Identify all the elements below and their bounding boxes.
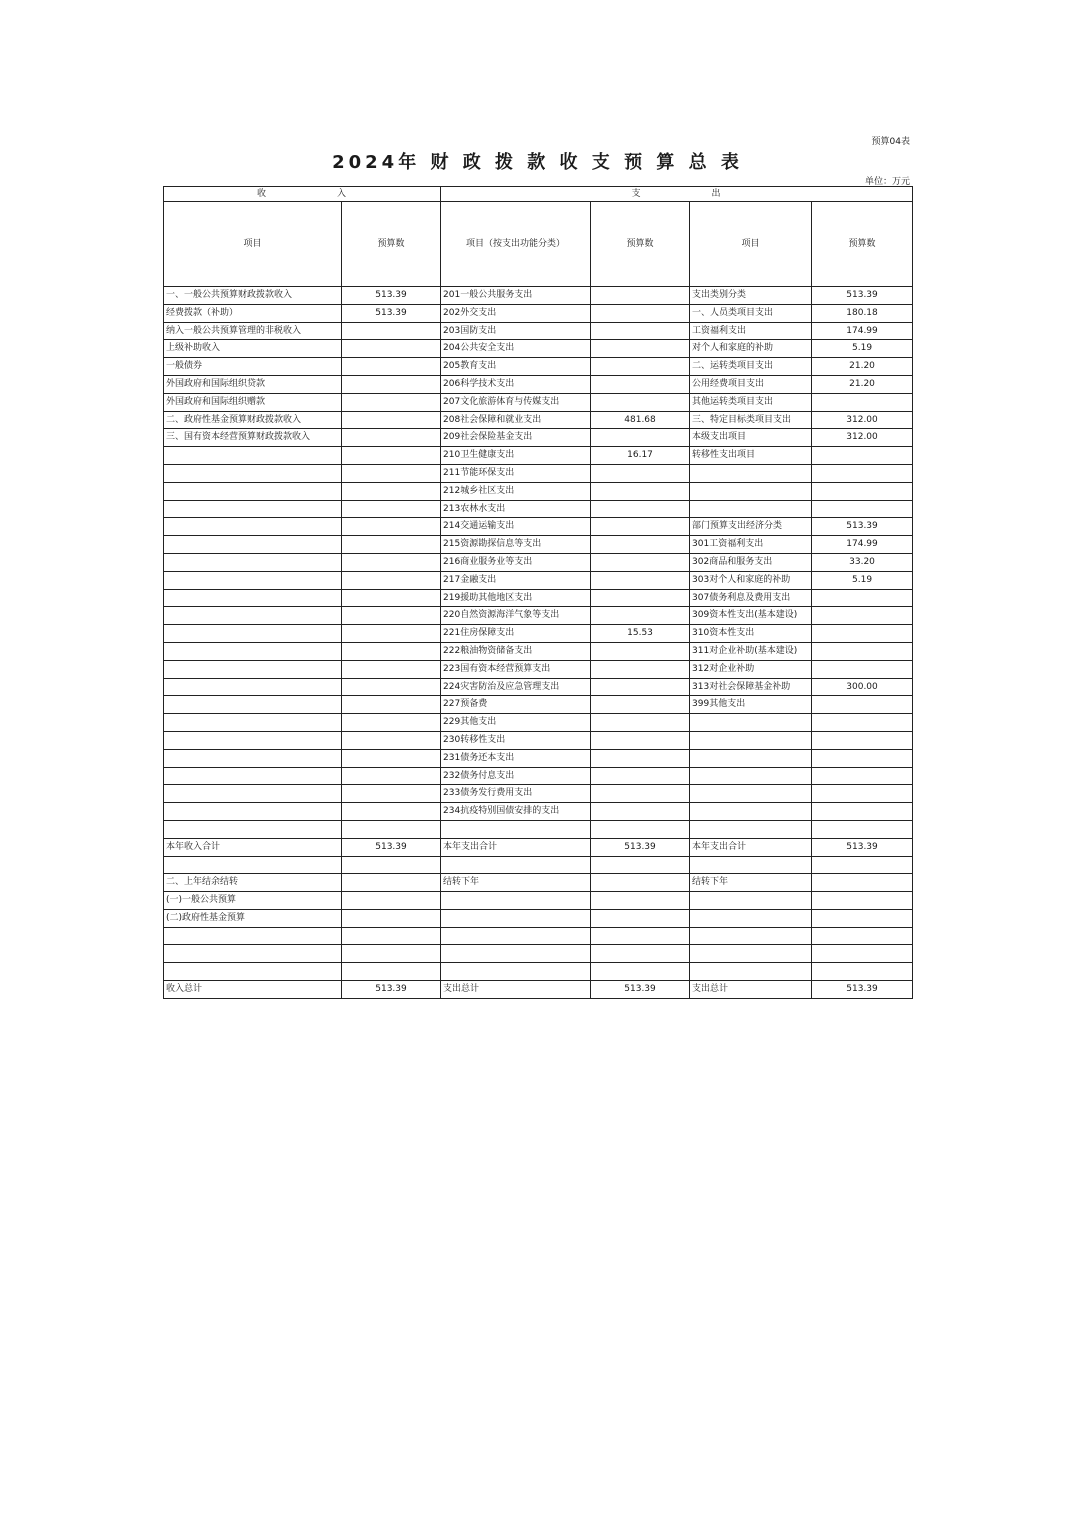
function-item-cell: 213农林水支出 bbox=[441, 500, 591, 518]
table-row bbox=[164, 464, 913, 482]
category-amount-cell: 21.20 bbox=[812, 358, 913, 376]
category-amount-cell bbox=[812, 393, 913, 411]
category-amount-cell bbox=[812, 607, 913, 625]
function-item-cell bbox=[441, 927, 591, 945]
table-row bbox=[164, 731, 913, 749]
table-row bbox=[164, 678, 913, 696]
income-item-cell bbox=[164, 660, 342, 678]
category-item-cell bbox=[690, 785, 812, 803]
income-amount-cell bbox=[342, 518, 441, 536]
table-row bbox=[164, 714, 913, 732]
table-row bbox=[164, 696, 913, 714]
column-header: 预算数 bbox=[812, 202, 913, 287]
function-amount-cell bbox=[591, 375, 690, 393]
category-item-cell: 309资本性支出(基本建设) bbox=[690, 607, 812, 625]
table-row bbox=[164, 892, 913, 910]
category-amount-cell bbox=[812, 714, 913, 732]
function-amount-cell bbox=[591, 464, 690, 482]
income-item-cell bbox=[164, 731, 342, 749]
function-amount-cell bbox=[591, 678, 690, 696]
function-item-cell: 209社会保险基金支出 bbox=[441, 429, 591, 447]
page-title: 2024年 财 政 拨 款 收 支 预 算 总 表 bbox=[332, 152, 743, 173]
category-amount-cell bbox=[812, 874, 913, 892]
function-amount-cell bbox=[591, 589, 690, 607]
table-row bbox=[164, 660, 913, 678]
function-item-cell: 214交通运输支出 bbox=[441, 518, 591, 536]
function-amount-cell bbox=[591, 536, 690, 554]
table-row bbox=[164, 749, 913, 767]
function-item-cell: 结转下年 bbox=[441, 874, 591, 892]
category-item-cell: 结转下年 bbox=[690, 874, 812, 892]
function-item-cell: 224灾害防治及应急管理支出 bbox=[441, 678, 591, 696]
table-row bbox=[164, 874, 913, 892]
function-item-cell: 204公共安全支出 bbox=[441, 340, 591, 358]
function-item-cell: 205教育支出 bbox=[441, 358, 591, 376]
table-row bbox=[164, 304, 913, 322]
category-amount-cell bbox=[812, 820, 913, 838]
category-amount-cell bbox=[812, 927, 913, 945]
function-amount-cell bbox=[591, 358, 690, 376]
income-item-cell bbox=[164, 945, 342, 963]
function-amount-cell bbox=[591, 304, 690, 322]
category-amount-cell: 312.00 bbox=[812, 411, 913, 429]
income-amount-cell bbox=[342, 607, 441, 625]
function-item-cell bbox=[441, 909, 591, 927]
income-item-cell bbox=[164, 803, 342, 821]
category-item-cell bbox=[690, 464, 812, 482]
category-amount-cell bbox=[812, 945, 913, 963]
table-row bbox=[164, 518, 913, 536]
income-amount-cell bbox=[342, 660, 441, 678]
category-item-cell: 三、特定目标类项目支出 bbox=[690, 411, 812, 429]
function-amount-cell bbox=[591, 714, 690, 732]
function-amount-cell bbox=[591, 660, 690, 678]
function-amount-cell bbox=[591, 482, 690, 500]
income-amount-cell: 513.39 bbox=[342, 304, 441, 322]
function-amount-cell bbox=[591, 856, 690, 874]
category-item-cell: 399其他支出 bbox=[690, 696, 812, 714]
function-item-cell: 208社会保障和就业支出 bbox=[441, 411, 591, 429]
function-amount-cell bbox=[591, 571, 690, 589]
function-item-cell: 232债务付息支出 bbox=[441, 767, 591, 785]
function-item-cell: 202外交支出 bbox=[441, 304, 591, 322]
income-amount-cell bbox=[342, 393, 441, 411]
category-item-cell: 301工资福利支出 bbox=[690, 536, 812, 554]
function-item-cell bbox=[441, 856, 591, 874]
category-amount-cell bbox=[812, 696, 913, 714]
income-amount-cell bbox=[342, 909, 441, 927]
table-row bbox=[164, 856, 913, 874]
function-amount-cell bbox=[591, 945, 690, 963]
table-row bbox=[164, 429, 913, 447]
category-item-cell bbox=[690, 803, 812, 821]
table-row bbox=[164, 981, 913, 999]
income-item-cell bbox=[164, 714, 342, 732]
income-item-cell bbox=[164, 820, 342, 838]
income-item-cell: 外国政府和国际组织赠款 bbox=[164, 393, 342, 411]
income-amount-cell bbox=[342, 945, 441, 963]
income-item-cell bbox=[164, 464, 342, 482]
function-item-cell: 支出总计 bbox=[441, 981, 591, 999]
function-item-cell: 219援助其他地区支出 bbox=[441, 589, 591, 607]
category-item-cell: 支出总计 bbox=[690, 981, 812, 999]
income-amount-cell bbox=[342, 447, 441, 465]
column-header: 预算数 bbox=[591, 202, 690, 287]
income-item-cell: (二)政府性基金预算 bbox=[164, 909, 342, 927]
category-amount-cell: 21.20 bbox=[812, 375, 913, 393]
category-amount-cell bbox=[812, 963, 913, 981]
income-amount-cell bbox=[342, 820, 441, 838]
function-amount-cell: 15.53 bbox=[591, 625, 690, 643]
category-amount-cell: 174.99 bbox=[812, 536, 913, 554]
income-amount-cell bbox=[342, 874, 441, 892]
column-header: 项目 bbox=[164, 202, 342, 287]
category-item-cell bbox=[690, 731, 812, 749]
function-amount-cell bbox=[591, 785, 690, 803]
income-amount-cell: 513.39 bbox=[342, 981, 441, 999]
function-amount-cell bbox=[591, 963, 690, 981]
category-item-cell bbox=[690, 714, 812, 732]
function-item-cell bbox=[441, 820, 591, 838]
income-item-cell bbox=[164, 927, 342, 945]
income-amount-cell bbox=[342, 625, 441, 643]
income-item-cell: 一般债券 bbox=[164, 358, 342, 376]
table-row bbox=[164, 642, 913, 660]
income-amount-cell bbox=[342, 696, 441, 714]
income-amount-cell bbox=[342, 678, 441, 696]
income-item-cell bbox=[164, 963, 342, 981]
category-amount-cell: 5.19 bbox=[812, 571, 913, 589]
income-item-cell: 二、上年结余结转 bbox=[164, 874, 342, 892]
function-amount-cell bbox=[591, 820, 690, 838]
category-amount-cell bbox=[812, 785, 913, 803]
income-item-cell bbox=[164, 500, 342, 518]
function-amount-cell bbox=[591, 429, 690, 447]
income-amount-cell bbox=[342, 500, 441, 518]
income-item-cell bbox=[164, 785, 342, 803]
table-row bbox=[164, 411, 913, 429]
income-amount-cell bbox=[342, 803, 441, 821]
function-item-cell bbox=[441, 963, 591, 981]
function-amount-cell bbox=[591, 393, 690, 411]
income-amount-cell bbox=[342, 482, 441, 500]
income-item-cell bbox=[164, 589, 342, 607]
budget-table bbox=[163, 186, 913, 999]
category-item-cell: 部门预算支出经济分类 bbox=[690, 518, 812, 536]
income-item-cell bbox=[164, 536, 342, 554]
table-row bbox=[164, 340, 913, 358]
table-row bbox=[164, 838, 913, 856]
category-amount-cell bbox=[812, 625, 913, 643]
function-amount-cell bbox=[591, 892, 690, 910]
table-body bbox=[164, 287, 913, 999]
income-amount-cell bbox=[342, 714, 441, 732]
income-amount-cell bbox=[342, 642, 441, 660]
income-item-cell: (一)一般公共预算 bbox=[164, 892, 342, 910]
category-amount-cell: 513.39 bbox=[812, 838, 913, 856]
income-amount-cell bbox=[342, 749, 441, 767]
table-row bbox=[164, 553, 913, 571]
category-item-cell bbox=[690, 945, 812, 963]
function-item-cell: 229其他支出 bbox=[441, 714, 591, 732]
column-header-row bbox=[164, 202, 913, 287]
income-amount-cell bbox=[342, 411, 441, 429]
function-amount-cell bbox=[591, 553, 690, 571]
category-item-cell: 311对企业补助(基本建设) bbox=[690, 642, 812, 660]
function-amount-cell bbox=[591, 642, 690, 660]
income-item-cell bbox=[164, 749, 342, 767]
income-amount-cell bbox=[342, 322, 441, 340]
category-item-cell bbox=[690, 909, 812, 927]
function-item-cell: 231债务还本支出 bbox=[441, 749, 591, 767]
table-row bbox=[164, 589, 913, 607]
function-amount-cell bbox=[591, 287, 690, 305]
function-item-cell: 222粮油物资储备支出 bbox=[441, 642, 591, 660]
category-item-cell bbox=[690, 892, 812, 910]
table-row bbox=[164, 945, 913, 963]
function-amount-cell bbox=[591, 340, 690, 358]
column-header: 项目 bbox=[690, 202, 812, 287]
income-amount-cell bbox=[342, 589, 441, 607]
category-amount-cell bbox=[812, 909, 913, 927]
function-amount-cell: 513.39 bbox=[591, 981, 690, 999]
column-header: 预算数 bbox=[342, 202, 441, 287]
function-amount-cell bbox=[591, 607, 690, 625]
category-amount-cell bbox=[812, 856, 913, 874]
income-item-cell: 纳入一般公共预算管理的非税收入 bbox=[164, 322, 342, 340]
category-item-cell bbox=[690, 820, 812, 838]
function-amount-cell bbox=[591, 696, 690, 714]
table-row bbox=[164, 909, 913, 927]
income-item-cell bbox=[164, 767, 342, 785]
table-row bbox=[164, 358, 913, 376]
income-amount-cell bbox=[342, 892, 441, 910]
function-amount-cell bbox=[591, 518, 690, 536]
income-item-cell: 上级补助收入 bbox=[164, 340, 342, 358]
category-amount-cell: 5.19 bbox=[812, 340, 913, 358]
category-item-cell: 对个人和家庭的补助 bbox=[690, 340, 812, 358]
income-amount-cell bbox=[342, 553, 441, 571]
category-amount-cell bbox=[812, 447, 913, 465]
function-amount-cell bbox=[591, 731, 690, 749]
category-amount-cell bbox=[812, 589, 913, 607]
category-item-cell bbox=[690, 927, 812, 945]
function-item-cell: 223国有资本经营预算支出 bbox=[441, 660, 591, 678]
category-item-cell bbox=[690, 482, 812, 500]
income-amount-cell: 513.39 bbox=[342, 838, 441, 856]
category-item-cell: 本级支出项目 bbox=[690, 429, 812, 447]
income-amount-cell bbox=[342, 767, 441, 785]
function-item-cell: 201一般公共服务支出 bbox=[441, 287, 591, 305]
income-amount-cell bbox=[342, 340, 441, 358]
category-amount-cell bbox=[812, 642, 913, 660]
function-item-cell bbox=[441, 945, 591, 963]
function-amount-cell bbox=[591, 749, 690, 767]
category-amount-cell bbox=[812, 464, 913, 482]
income-section-header: 收 入 bbox=[164, 187, 441, 202]
function-item-cell: 216商业服务业等支出 bbox=[441, 553, 591, 571]
income-item-cell: 收入总计 bbox=[164, 981, 342, 999]
table-row bbox=[164, 963, 913, 981]
income-item-cell: 经费拨款（补助） bbox=[164, 304, 342, 322]
category-amount-cell bbox=[812, 803, 913, 821]
income-item-cell bbox=[164, 447, 342, 465]
form-code: 预算04表 bbox=[871, 137, 910, 147]
category-item-cell: 支出类别分类 bbox=[690, 287, 812, 305]
function-item-cell: 220自然资源海洋气象等支出 bbox=[441, 607, 591, 625]
category-amount-cell: 174.99 bbox=[812, 322, 913, 340]
section-header-row bbox=[164, 187, 913, 202]
table-row bbox=[164, 322, 913, 340]
table-row bbox=[164, 482, 913, 500]
function-amount-cell: 481.68 bbox=[591, 411, 690, 429]
income-amount-cell bbox=[342, 536, 441, 554]
category-item-cell: 302商品和服务支出 bbox=[690, 553, 812, 571]
income-item-cell bbox=[164, 696, 342, 714]
income-item-cell bbox=[164, 518, 342, 536]
function-amount-cell bbox=[591, 874, 690, 892]
income-item-cell bbox=[164, 571, 342, 589]
table-row bbox=[164, 607, 913, 625]
function-item-cell: 230转移性支出 bbox=[441, 731, 591, 749]
income-amount-cell bbox=[342, 963, 441, 981]
category-item-cell: 312对企业补助 bbox=[690, 660, 812, 678]
category-item-cell: 二、运转类项目支出 bbox=[690, 358, 812, 376]
income-amount-cell bbox=[342, 429, 441, 447]
function-amount-cell: 513.39 bbox=[591, 838, 690, 856]
income-amount-cell bbox=[342, 927, 441, 945]
function-amount-cell bbox=[591, 767, 690, 785]
category-amount-cell: 33.20 bbox=[812, 553, 913, 571]
category-item-cell bbox=[690, 963, 812, 981]
category-amount-cell: 300.00 bbox=[812, 678, 913, 696]
function-item-cell: 212城乡社区支出 bbox=[441, 482, 591, 500]
table-row bbox=[164, 803, 913, 821]
category-amount-cell: 513.39 bbox=[812, 981, 913, 999]
function-amount-cell bbox=[591, 909, 690, 927]
table-row bbox=[164, 767, 913, 785]
expense-section-header: 支 出 bbox=[441, 187, 913, 202]
function-item-cell: 210卫生健康支出 bbox=[441, 447, 591, 465]
function-item-cell: 206科学技术支出 bbox=[441, 375, 591, 393]
category-item-cell: 工资福利支出 bbox=[690, 322, 812, 340]
category-amount-cell: 513.39 bbox=[812, 287, 913, 305]
function-item-cell: 207文化旅游体育与传媒支出 bbox=[441, 393, 591, 411]
category-item-cell: 本年支出合计 bbox=[690, 838, 812, 856]
category-item-cell: 313对社会保障基金补助 bbox=[690, 678, 812, 696]
function-item-cell: 本年支出合计 bbox=[441, 838, 591, 856]
function-item-cell bbox=[441, 892, 591, 910]
income-item-cell bbox=[164, 553, 342, 571]
category-item-cell bbox=[690, 767, 812, 785]
category-item-cell: 一、人员类项目支出 bbox=[690, 304, 812, 322]
function-item-cell: 215资源勘探信息等支出 bbox=[441, 536, 591, 554]
income-amount-cell bbox=[342, 375, 441, 393]
income-amount-cell bbox=[342, 464, 441, 482]
income-item-cell: 三、国有资本经营预算财政拨款收入 bbox=[164, 429, 342, 447]
income-item-cell bbox=[164, 482, 342, 500]
unit-label: 单位：万元 bbox=[864, 177, 910, 187]
category-item-cell: 307债务利息及费用支出 bbox=[690, 589, 812, 607]
category-item-cell bbox=[690, 749, 812, 767]
table-row bbox=[164, 287, 913, 305]
function-amount-cell bbox=[591, 927, 690, 945]
income-item-cell bbox=[164, 856, 342, 874]
income-item-cell bbox=[164, 607, 342, 625]
table-row bbox=[164, 785, 913, 803]
category-amount-cell bbox=[812, 892, 913, 910]
function-amount-cell bbox=[591, 322, 690, 340]
category-amount-cell: 513.39 bbox=[812, 518, 913, 536]
income-item-cell: 二、政府性基金预算财政拨款收入 bbox=[164, 411, 342, 429]
income-item-cell bbox=[164, 625, 342, 643]
income-amount-cell bbox=[342, 358, 441, 376]
column-header: 项目（按支出功能分类） bbox=[441, 202, 591, 287]
category-amount-cell bbox=[812, 482, 913, 500]
category-amount-cell bbox=[812, 500, 913, 518]
function-amount-cell bbox=[591, 803, 690, 821]
function-item-cell: 221住房保障支出 bbox=[441, 625, 591, 643]
table-row bbox=[164, 536, 913, 554]
table-row bbox=[164, 500, 913, 518]
income-amount-cell bbox=[342, 571, 441, 589]
category-item-cell: 其他运转类项目支出 bbox=[690, 393, 812, 411]
function-amount-cell bbox=[591, 500, 690, 518]
category-item-cell: 310资本性支出 bbox=[690, 625, 812, 643]
table-row bbox=[164, 571, 913, 589]
category-item-cell bbox=[690, 500, 812, 518]
function-item-cell: 211节能环保支出 bbox=[441, 464, 591, 482]
income-amount-cell: 513.39 bbox=[342, 287, 441, 305]
category-item-cell: 公用经费项目支出 bbox=[690, 375, 812, 393]
table-row bbox=[164, 375, 913, 393]
category-amount-cell bbox=[812, 731, 913, 749]
income-item-cell bbox=[164, 678, 342, 696]
income-amount-cell bbox=[342, 785, 441, 803]
table-row bbox=[164, 447, 913, 465]
table-row bbox=[164, 393, 913, 411]
table-row bbox=[164, 820, 913, 838]
function-item-cell: 203国防支出 bbox=[441, 322, 591, 340]
category-amount-cell: 312.00 bbox=[812, 429, 913, 447]
category-amount-cell bbox=[812, 767, 913, 785]
category-item-cell: 303对个人和家庭的补助 bbox=[690, 571, 812, 589]
table-row bbox=[164, 625, 913, 643]
category-amount-cell bbox=[812, 660, 913, 678]
income-amount-cell bbox=[342, 731, 441, 749]
category-item-cell: 转移性支出项目 bbox=[690, 447, 812, 465]
function-item-cell: 217金融支出 bbox=[441, 571, 591, 589]
income-item-cell: 一、一般公共预算财政拨款收入 bbox=[164, 287, 342, 305]
category-amount-cell: 180.18 bbox=[812, 304, 913, 322]
function-item-cell: 227预备费 bbox=[441, 696, 591, 714]
income-item-cell: 外国政府和国际组织贷款 bbox=[164, 375, 342, 393]
income-item-cell: 本年收入合计 bbox=[164, 838, 342, 856]
income-amount-cell bbox=[342, 856, 441, 874]
function-item-cell: 234抗疫特别国债安排的支出 bbox=[441, 803, 591, 821]
function-amount-cell: 16.17 bbox=[591, 447, 690, 465]
income-item-cell bbox=[164, 642, 342, 660]
function-item-cell: 233债务发行费用支出 bbox=[441, 785, 591, 803]
category-amount-cell bbox=[812, 749, 913, 767]
category-item-cell bbox=[690, 856, 812, 874]
table-row bbox=[164, 927, 913, 945]
